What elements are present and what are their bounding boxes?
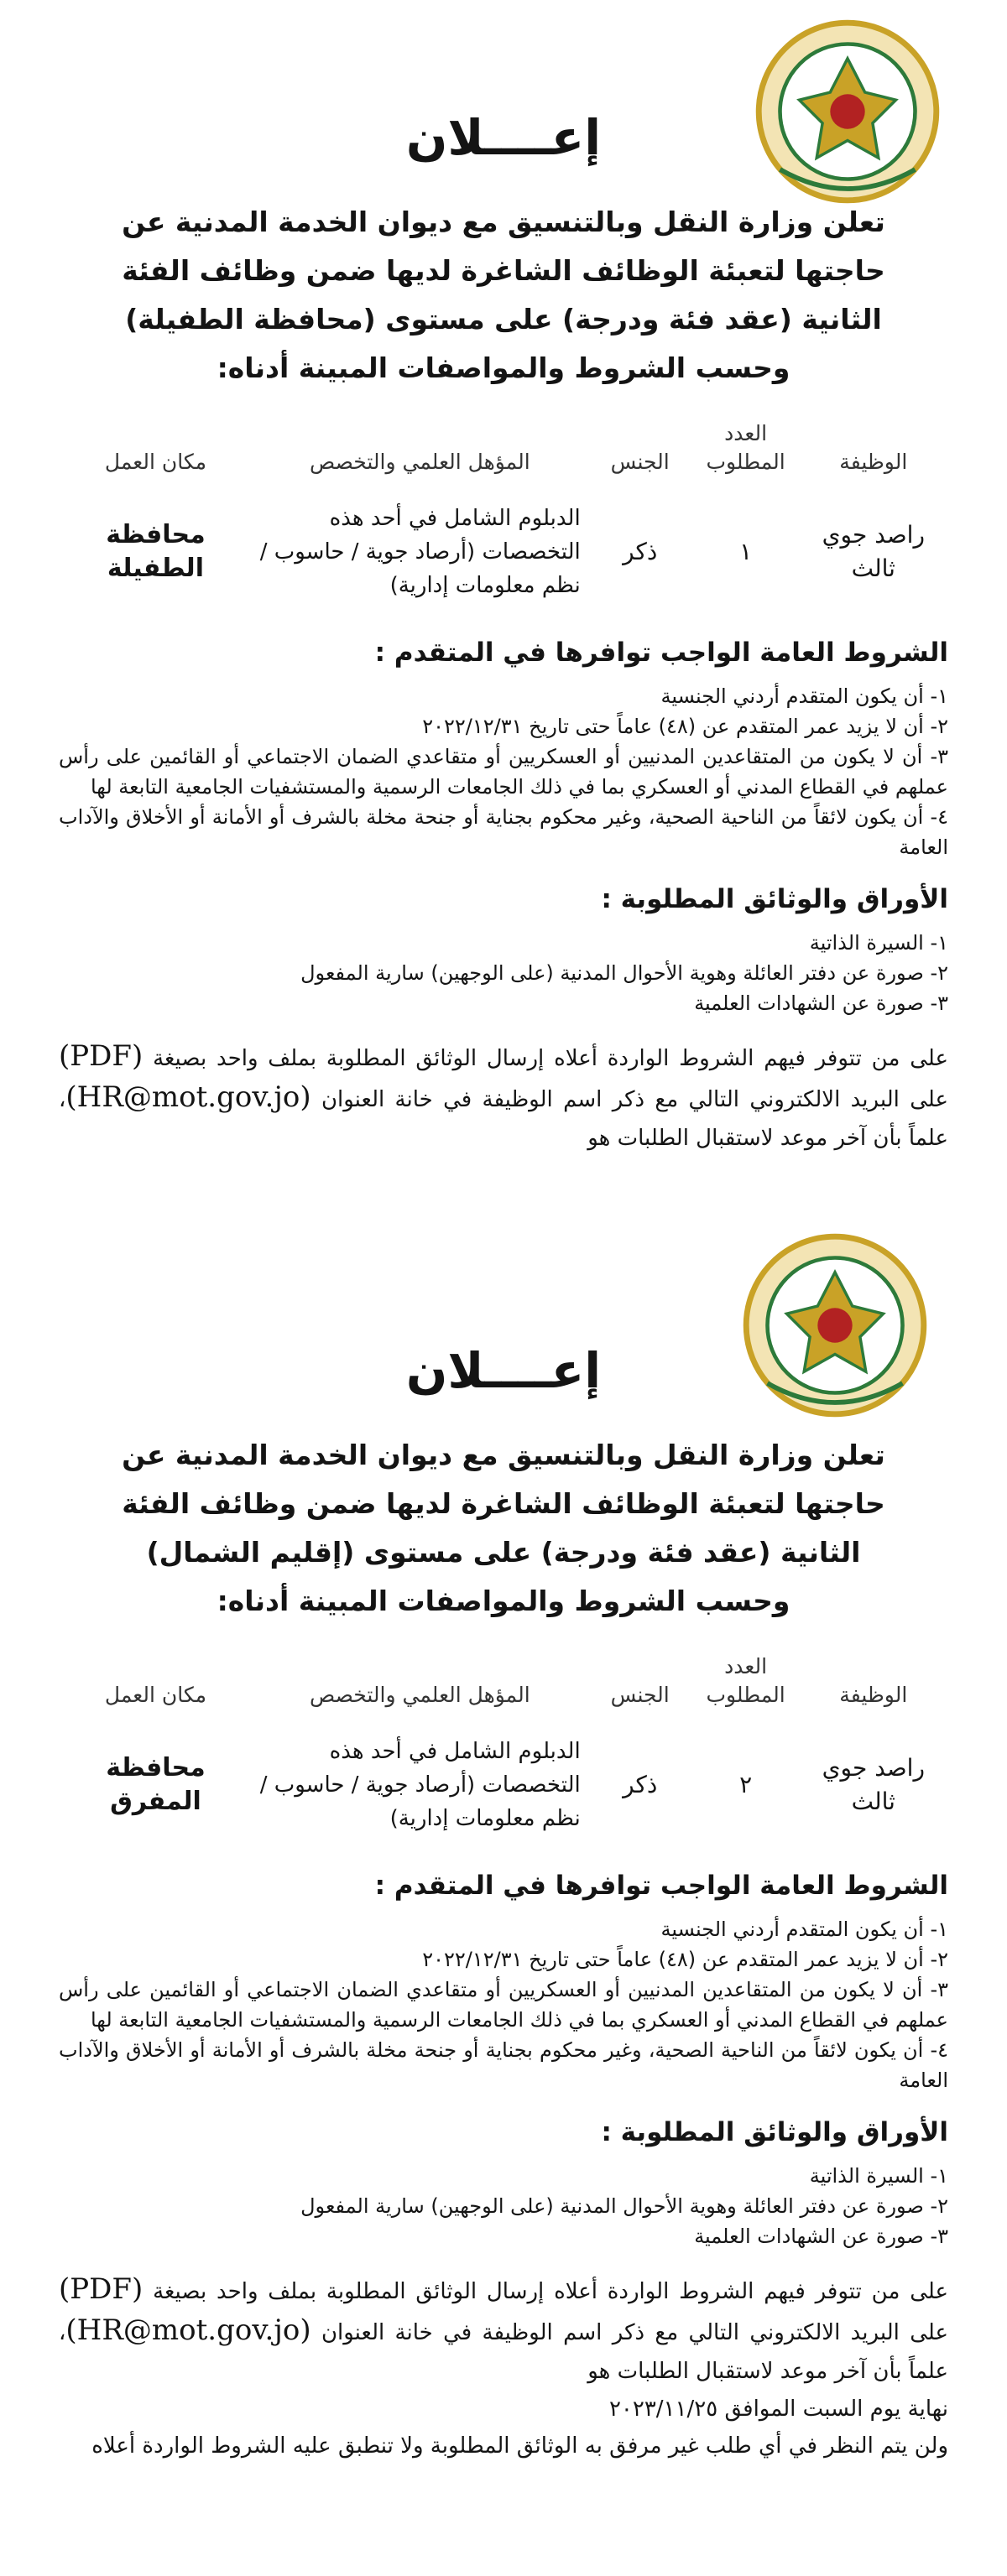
list-item: ١- أن يكون المتقدم أردني الجنسية <box>660 684 948 708</box>
submission-text: ، علماً بأن آخر موعد لاستقبال الطلبات هو <box>59 2320 948 2384</box>
cell-count: ١ <box>739 538 753 565</box>
intro-line: وحسب الشروط والمواصفات المبينة أدناه: <box>217 1585 790 1617</box>
conditions-heading: الشروط العامة الواجب توافرها في المتقدم : <box>374 637 948 668</box>
list-item: ٢- أن لا يزيد عمر المتقدم عن (٤٨) عاماً حتى تاريخ ٢٠٢٢/١٢/٣١ <box>422 715 948 738</box>
intro-line: تعلن وزارة النقل وبالتنسيق مع ديوان الخدمة المدنية عن <box>122 206 885 238</box>
intro-line: حاجتها لتعبئة الوظائف الشاغرة لديها ضمن وظائف الفئة <box>122 1487 885 1520</box>
header-job: الوظيفة <box>839 450 908 474</box>
documents-heading: الأوراق والوثائق المطلوبة : <box>601 2117 948 2147</box>
cell-qualification: الدبلوم الشامل في أحد هذه التخصصات (أرصاد جوية / حاسوب / نظم معلومات إدارية) <box>259 506 581 598</box>
cell-place: محافظة الطفيلة <box>106 520 206 583</box>
email-address[interactable]: (HR@mot.gov.jo) <box>65 1080 311 1114</box>
table-row <box>59 495 948 609</box>
submission-text: على البريد الالكتروني التالي مع ذكر اسم الوظيفة في خانة العنوان <box>321 1087 948 1112</box>
list-item: ١- أن يكون المتقدم أردني الجنسية <box>660 1918 948 1941</box>
closing-note: ولن يتم النظر في أي طلب غير مرفق به الوثائق المطلوبة ولا تنطبق عليه الشروط الواردة أعلاه <box>91 2433 948 2459</box>
table-row <box>59 1728 948 1842</box>
header-qualification: المؤهل العلمي والتخصص <box>309 450 530 474</box>
announcement-tafileh <box>59 109 948 1158</box>
email-address[interactable]: (HR@mot.gov.jo) <box>65 2313 311 2347</box>
intro-line: الثانية (عقد فئة ودرجة) على مستوى (إقليم الشمال) <box>146 1536 861 1569</box>
file-format: (PDF) <box>59 1039 143 1073</box>
list-item: ٢- صورة عن دفتر العائلة وهوية الأحوال المدنية (على الوجهين) سارية المفعول <box>300 961 948 985</box>
list-item: ٣- أن لا يكون من المتقاعدين المدنيين أو العسكريين أو متقاعدي الضمان الاجتماعي أو القائمين على رأس عملهم في القطاع المدني أو العسكري بما في ذلك الجامعات الرسمية والمستشفيات الجامعية التابعة لها <box>59 1978 948 2032</box>
list-item: ٤- أن يكون لائقاً من الناحية الصحية، وغير محكوم بجناية أو جنحة مخلة بالشرف أو الأمانة أو الأخلاق والآداب العامة <box>59 805 948 859</box>
cell-qualification: الدبلوم الشامل في أحد هذه التخصصات (أرصاد جوية / حاسوب / نظم معلومات إدارية) <box>259 1739 581 1831</box>
header-place: مكان العمل <box>104 450 207 474</box>
submission-text: على من تتوفر فيهم الشروط الواردة أعلاه إرسال الوثائق المطلوبة بملف واحد بصيغة <box>153 2279 949 2304</box>
list-item: ٣- أن لا يكون من المتقاعدين المدنيين أو العسكريين أو متقاعدي الضمان الاجتماعي أو القائمين على رأس عملهم في القطاع المدني أو العسكري بما في ذلك الجامعات الرسمية والمستشفيات الجامعية التابعة لها <box>59 745 948 799</box>
submission-text: على من تتوفر فيهم الشروط الواردة أعلاه إرسال الوثائق المطلوبة بملف واحد بصيغة <box>153 1046 949 1071</box>
header-gender: الجنس <box>610 1683 670 1707</box>
cell-gender: ذكر <box>623 1771 658 1798</box>
list-item: ٢- أن لا يزيد عمر المتقدم عن (٤٨) عاماً حتى تاريخ ٢٠٢٢/١٢/٣١ <box>422 1948 948 1971</box>
intro-line: وحسب الشروط والمواصفات المبينة أدناه: <box>217 351 790 384</box>
table-header-row <box>59 414 948 495</box>
announcement-north <box>59 1342 948 2464</box>
submission-text: على البريد الالكتروني التالي مع ذكر اسم الوظيفة في خانة العنوان <box>321 2320 948 2345</box>
documents-heading: الأوراق والوثائق المطلوبة : <box>601 884 948 914</box>
announcement-title: إعــــلان <box>405 1342 602 1399</box>
conditions-list <box>59 681 948 862</box>
documents-list <box>59 928 948 1018</box>
conditions-list <box>59 1914 948 2095</box>
submission-text: ، علماً بأن آخر موعد لاستقبال الطلبات هو <box>59 1087 948 1151</box>
announcement-title: إعــــلان <box>405 109 602 166</box>
header-place: مكان العمل <box>104 1683 207 1707</box>
list-item: ٣- صورة عن الشهادات العلمية <box>694 2225 948 2248</box>
list-item: ١- السيرة الذاتية <box>809 931 948 955</box>
header-count: العدد المطلوب <box>706 421 785 474</box>
deadline-text: نهاية يوم السبت الموافق ٢٠٢٣/١١/٢٥ <box>608 2396 948 2422</box>
documents-list <box>59 2161 948 2251</box>
cell-count: ٢ <box>739 1771 753 1798</box>
intro-line: تعلن وزارة النقل وبالتنسيق مع ديوان الخدمة المدنية عن <box>122 1439 885 1471</box>
conditions-heading: الشروط العامة الواجب توافرها في المتقدم : <box>374 1871 948 1901</box>
list-item: ٤- أن يكون لائقاً من الناحية الصحية، وغير محكوم بجناية أو جنحة مخلة بالشرف أو الأمانة أو الأخلاق والآداب العامة <box>59 2038 948 2092</box>
announcement-intro <box>59 1431 948 1626</box>
cell-place: محافظة المفرق <box>106 1753 206 1816</box>
cell-job: راصد جوي ثالث <box>822 1754 925 1815</box>
list-item: ٣- صورة عن الشهادات العلمية <box>694 991 948 1015</box>
jobs-table <box>59 1647 948 1842</box>
intro-line: حاجتها لتعبئة الوظائف الشاغرة لديها ضمن وظائف الفئة <box>122 254 885 287</box>
list-item: ١- السيرة الذاتية <box>809 2164 948 2188</box>
list-item: ٢- صورة عن دفتر العائلة وهوية الأحوال المدنية (على الوجهين) سارية المفعول <box>300 2194 948 2218</box>
header-qualification: المؤهل العلمي والتخصص <box>309 1683 530 1707</box>
intro-line: الثانية (عقد فئة ودرجة) على مستوى (محافظة الطفيلة) <box>125 303 882 336</box>
header-gender: الجنس <box>610 450 670 474</box>
jobs-table <box>59 414 948 609</box>
announcement-intro <box>59 198 948 393</box>
cell-gender: ذكر <box>623 538 658 565</box>
submission-paragraph <box>59 1037 948 1158</box>
file-format: (PDF) <box>59 2272 143 2306</box>
cell-job: راصد جوي ثالث <box>822 521 925 582</box>
table-header-row <box>59 1647 948 1728</box>
header-count: العدد المطلوب <box>706 1654 785 1707</box>
submission-paragraph <box>59 2270 948 2391</box>
header-job: الوظيفة <box>839 1683 908 1707</box>
